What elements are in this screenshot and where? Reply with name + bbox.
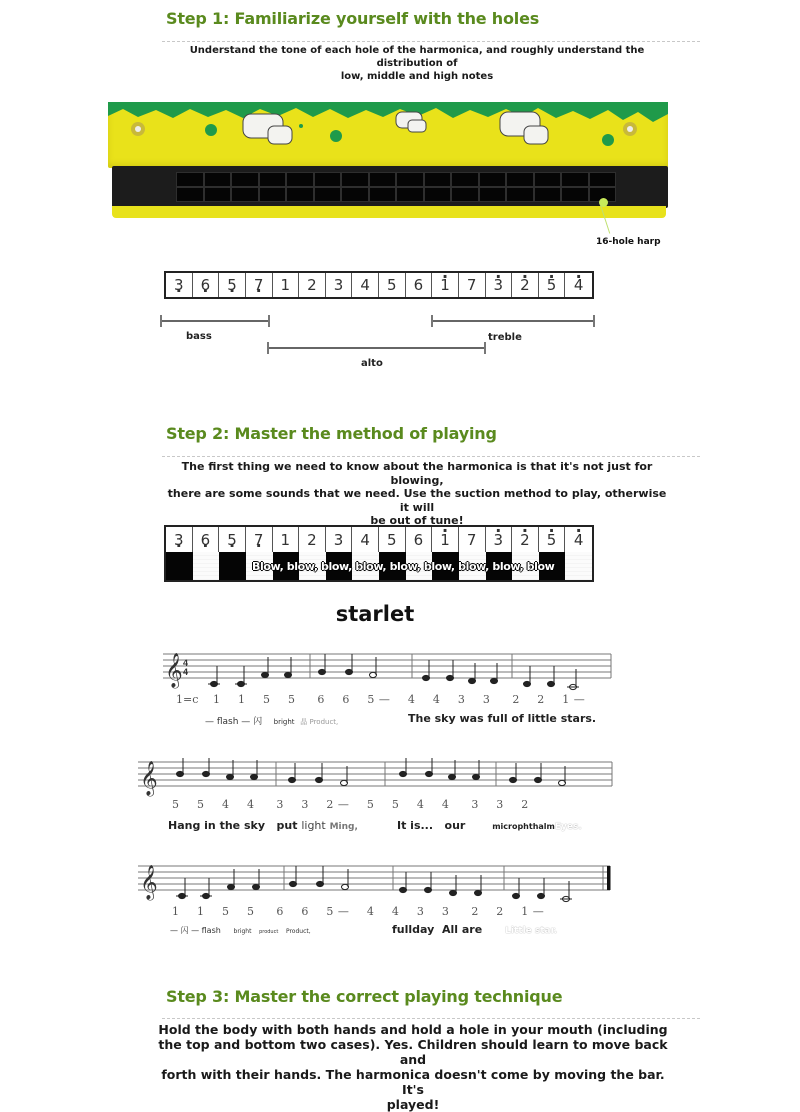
step3-title: Step 3: Master the correct playing technique [166,987,563,1006]
blow-label: Blow, blow, blow, blow, blow, blow, blow, blow, blow [252,560,555,573]
hole-note-cell: 5 [379,273,406,297]
numbered-notes-line2: 5 5 4 4 3 3 2 — 5 5 4 4 3 3 2 [172,798,529,811]
hole-note-cell: 3 [326,273,353,297]
hole-note-cell: 5 [379,527,406,552]
hole-note-cell: 7 · [246,527,273,552]
hole-note-cell: · 1 [432,273,459,297]
hole-note-cell: 7 [459,273,486,297]
hole-note-cell: 4 [352,273,379,297]
svg-text:4: 4 [183,658,189,668]
harmonica-bottom-cover [112,206,666,218]
music-staff-2 [138,758,614,796]
lyrics-line2: Hang in the sky put light Ming, [168,819,358,832]
step2-title: Step 2: Master the method of playing [166,424,497,443]
divider [162,456,700,457]
alto-label: alto [361,358,383,369]
alto-range [267,342,486,354]
hole-note-cell: · 2 [512,273,539,297]
hole-note-cell: 3 · [166,273,193,297]
divider [162,1018,700,1019]
key-signature: 1=c [176,693,199,706]
lyrics-line1-english: The sky was full of little stars. [408,712,597,725]
lyrics-line2b: It is... our microphthalmEyes. [397,819,582,832]
bass-label: bass [186,331,212,342]
treble-label: treble [488,332,522,343]
hole-note-cell: 5 · [219,273,246,297]
harp-label: 16-hole harp [596,237,661,247]
hole-note-cell: 1 [273,273,300,297]
hole-note-cell: 6 [406,527,433,552]
hole-note-cell: 6 · [193,273,220,297]
hole-note-cell: · 4 [565,273,592,297]
lyrics-line3b: fullday All are Little star. [392,923,558,936]
harmonica-image [108,102,668,220]
svg-text:𝄞: 𝄞 [140,865,158,900]
blow-cell [193,552,220,580]
music-staff-3 [138,862,614,898]
blow-cell [565,552,592,580]
hole-note-cell: 5 · [219,527,246,552]
hole-note-cell: 7 [459,527,486,552]
music-staff-1 [163,648,613,688]
hole-notes-table-2 [164,525,594,553]
harmonica-comb [112,166,668,208]
step1-title: Step 1: Familiarize yourself with the holes [166,9,540,28]
numbered-notes-line1: 1 1 5 5 6 6 5 — 4 4 3 3 2 2 1 — [213,693,585,706]
hole-note-cell: 6 [406,273,433,297]
lyrics-line3: — 闪 — flash bright product Product, [170,926,311,935]
draw-cell [166,552,193,580]
lyrics-line1: — flash — 闪 bright 晶 Product, [205,717,339,727]
hole-note-cell: 4 [352,527,379,552]
hole-note-cell: · 2 [512,527,539,552]
step2-description: The first thing we need to know about the harmonica is that it's not just for blowing, there are some sounds that we need. Use the suction method to play, otherwise it will be out of tune! [167,460,667,527]
hole-note-cell: · 3 [486,527,513,552]
hole-note-cell: 3 [326,527,353,552]
hole-note-cell: 3 · [166,527,193,552]
hole-note-cell: · 3 [486,273,513,297]
hole-note-cell: 2 [299,273,326,297]
hole-note-cell: 1 [273,527,300,552]
hole-note-cell: · 1 [432,527,459,552]
song-title: starlet [335,602,415,626]
hole-note-cell: · 4 [565,527,592,552]
svg-text:4: 4 [183,667,189,677]
harmonica-cover [108,102,668,168]
harmonica-holes [176,172,616,202]
hole-note-cell: · 5 [539,273,566,297]
treble-range [431,315,595,327]
step3-description: Hold the body with both hands and hold a hole in your mouth (including the top and bottom two cases). Yes. Children should learn to move back and forth with their hands. The harmonica doesn't come by moving the bar. It's played! [158,1022,668,1112]
hole-note-cell: · 5 [539,527,566,552]
hole-note-cell: 6 · [193,527,220,552]
hole-notes-table [164,271,594,299]
draw-cell [219,552,246,580]
step1-description: Understand the tone of each hole of the harmonica, and roughly understand the distribution of low, middle and high notes [189,45,645,82]
divider [162,41,700,42]
numbered-notes-line3: 1 1 5 5 6 6 5 — 4 4 3 3 2 2 1 — [172,905,544,918]
hole-note-cell: 7 · [246,273,273,297]
hole-note-cell: 2 [299,527,326,552]
svg-text:𝄞: 𝄞 [165,653,183,688]
svg-text:𝄞: 𝄞 [140,761,158,796]
bass-range [160,315,270,327]
